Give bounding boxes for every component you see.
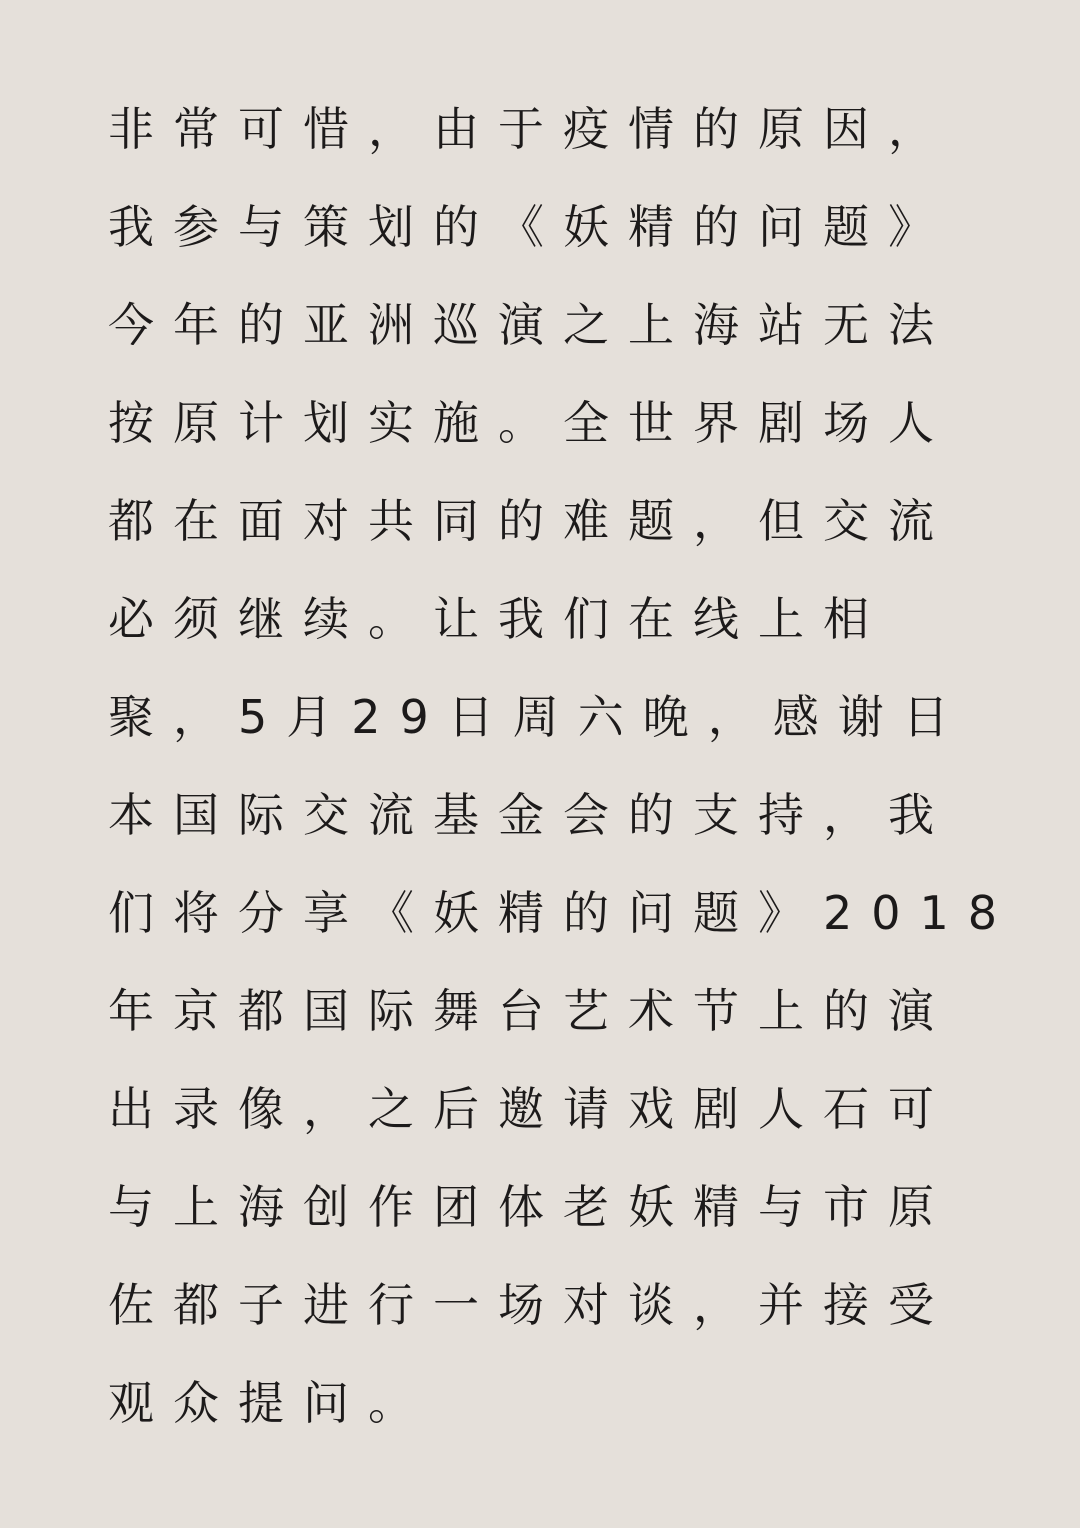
text-line: 按原计划实施。全世界剧场人 — [108, 396, 953, 450]
text-line: 观众提问。 — [108, 1376, 433, 1430]
text-line: 本国际交流基金会的支持，我 — [108, 788, 953, 842]
text-line: 佐都子进行一场对谈，并接受 — [108, 1278, 953, 1332]
text-line: 必须继续。让我们在线上相 — [108, 592, 888, 646]
text-line: 与上海创作团体老妖精与市原 — [108, 1180, 953, 1234]
text-line: 我参与策划的《妖精的问题》 — [108, 200, 953, 254]
article-paragraph — [108, 80, 1017, 1452]
text-line: 出录像，之后邀请戏剧人石可 — [108, 1082, 953, 1136]
text-line: 非常可惜，由于疫情的原因， — [108, 102, 953, 156]
text-line: 都在面对共同的难题，但交流 — [108, 494, 953, 548]
text-line: 今年的亚洲巡演之上海站无法 — [108, 298, 953, 352]
text-line: 们将分享《妖精的问题》2018 — [108, 886, 1017, 940]
text-line: 聚，5月29日周六晚，感谢日 — [108, 690, 968, 744]
text-line: 年京都国际舞台艺术节上的演 — [108, 984, 953, 1038]
